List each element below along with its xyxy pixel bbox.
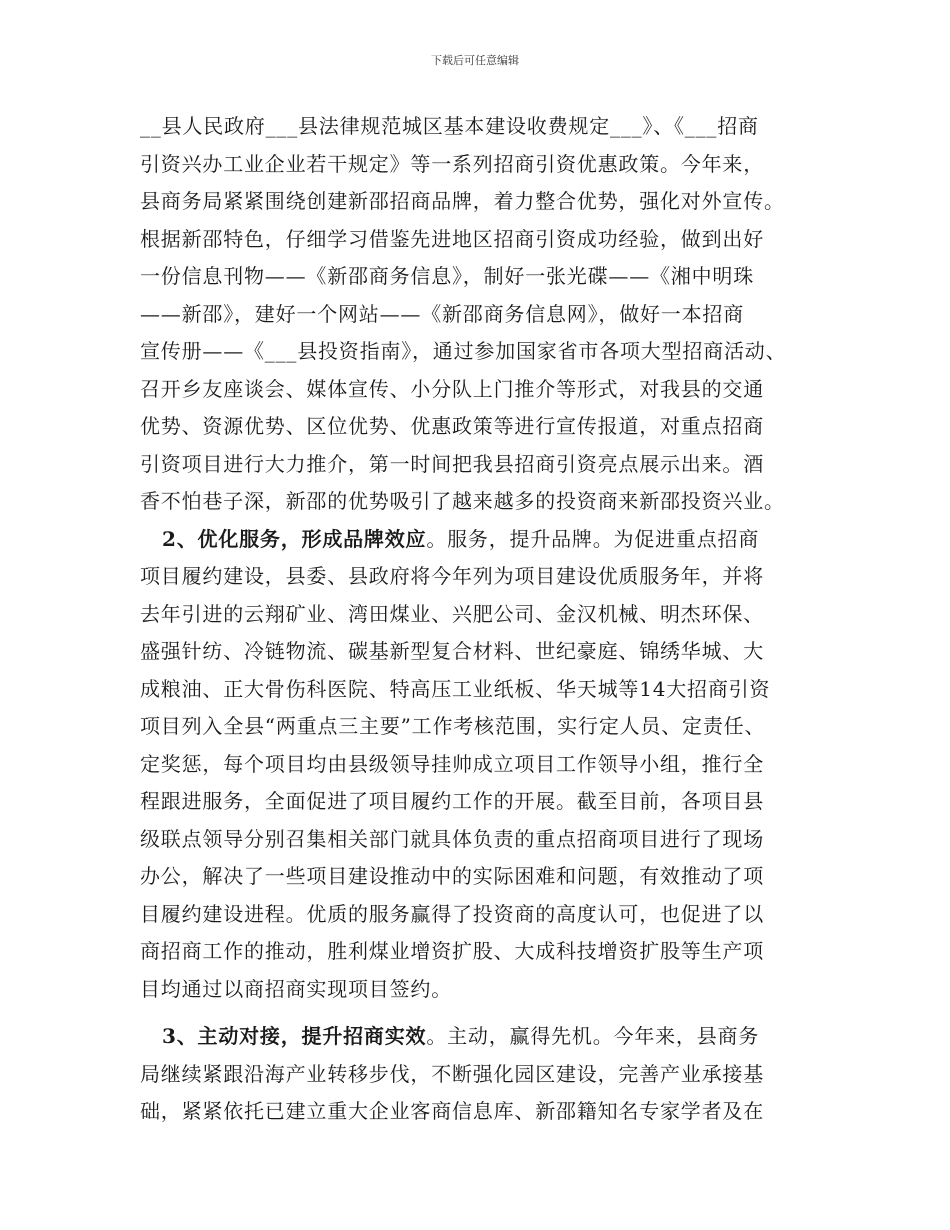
paragraph-line: 盛强针纺、冷链物流、碳基新型复合材料、世纪豪庭、锦绣华城、大 xyxy=(140,639,764,663)
paragraph-line: 础，紧紧依托已建立重大企业客商信息库、新邵籍知名专家学者及在 xyxy=(140,1099,764,1123)
paragraph-line: 香不怕巷子深，新邵的优势吸引了越来越多的投资商来新邵投资兴业。 xyxy=(140,489,785,513)
paragraph-line: 级联点领导分别召集相关部门就具体负责的重点招商项目进行了现场 xyxy=(140,826,764,851)
paragraph-line: ——新邵》，建好一个网站——《新邵商务信息网》，做好一本招商 xyxy=(140,301,744,326)
paragraph-line: 优势、资源优势、区位优势、优惠政策等进行宣传报道，对重点招商 xyxy=(140,414,764,438)
document-body xyxy=(140,108,820,1131)
section-2-first-line-text: 。服务，提升品牌。为促进重点招商 xyxy=(426,526,760,551)
page-header: 下载后可任意编辑 xyxy=(431,54,519,67)
paragraph-line: 局继续紧跟沿海产业转移步伐，不断强化园区建设，完善产业承接基 xyxy=(140,1061,764,1086)
paragraph-line: 根据新邵特色，仔细学习借鉴先进地区招商引资成功经验，做到出好 xyxy=(140,226,764,251)
paragraph-line: 召开乡友座谈会、媒体宣传、小分队上门推介等形式，对我县的交通 xyxy=(140,376,764,401)
paragraph-line: 引资项目进行大力推介，第一时间把我县招商引资亮点展示出来。酒 xyxy=(140,451,764,476)
section-3-first-line xyxy=(140,1018,820,1056)
paragraph-line: __县人民政府___县法律规范城区基本建设收费规定___》、《___招商 xyxy=(140,114,759,138)
paragraph-line: 县商务局紧紧围绕创建新邵招商品牌，着力整合优势，强化对外宣传。 xyxy=(140,189,785,213)
paragraph-line: 程跟进服务，全面促进了项目履约工作的开展。截至目前，各项目县 xyxy=(140,789,764,813)
paragraph-line: 商招商工作的推动，胜利煤业增资扩股、大成科技增资扩股等生产项 xyxy=(140,939,764,963)
paragraph-line: 定奖惩，每个项目均由县级领导挂帅成立项目工作领导小组，推行全 xyxy=(140,751,764,776)
paragraph-line: 宣传册——《___县投资指南》，通过参加国家省市各项大型招商活动、 xyxy=(140,339,787,363)
section-2-heading: 2、优化服务，形成品牌效应 xyxy=(162,526,427,551)
paragraph-line: 项目履约建设，县委、县政府将今年列为项目建设优质服务年，并将 xyxy=(140,564,764,588)
paragraph-line: 引资兴办工业企业若干规定》等一系列招商引资优惠政策。今年来， xyxy=(140,151,764,176)
section-3-heading: 3、主动对接，提升招商实效 xyxy=(162,1024,427,1048)
paragraph-line: 办公，解决了一些项目建设推动中的实际困难和问题，有效推动了项 xyxy=(140,864,764,888)
paragraph-line: 目均通过以商招商实现项目签约。 xyxy=(140,976,452,1001)
paragraph-line: 目履约建设进程。优质的服务赢得了投资商的高度认可，也促进了以 xyxy=(140,901,764,926)
paragraph-line: 项目列入全县“两重点三主要”工作考核范围，实行定人员、定责任、 xyxy=(140,714,766,738)
section-3-first-line-text: 。主动，赢得先机。今年来，县商务 xyxy=(426,1024,760,1048)
paragraph-line: 成粮油、正大骨伤科医院、特高压工业纸板、华天城等14大招商引资 xyxy=(140,676,771,701)
section-2-first-line xyxy=(140,521,820,559)
paragraph-line: 一份信息刊物——《新邵商务信息》，制好一张光碟——《湘中明珠 xyxy=(140,264,754,288)
paragraph-line: 去年引进的云翔矿业、湾田煤业、兴肥公司、金汉机械、明杰环保、 xyxy=(140,601,764,626)
